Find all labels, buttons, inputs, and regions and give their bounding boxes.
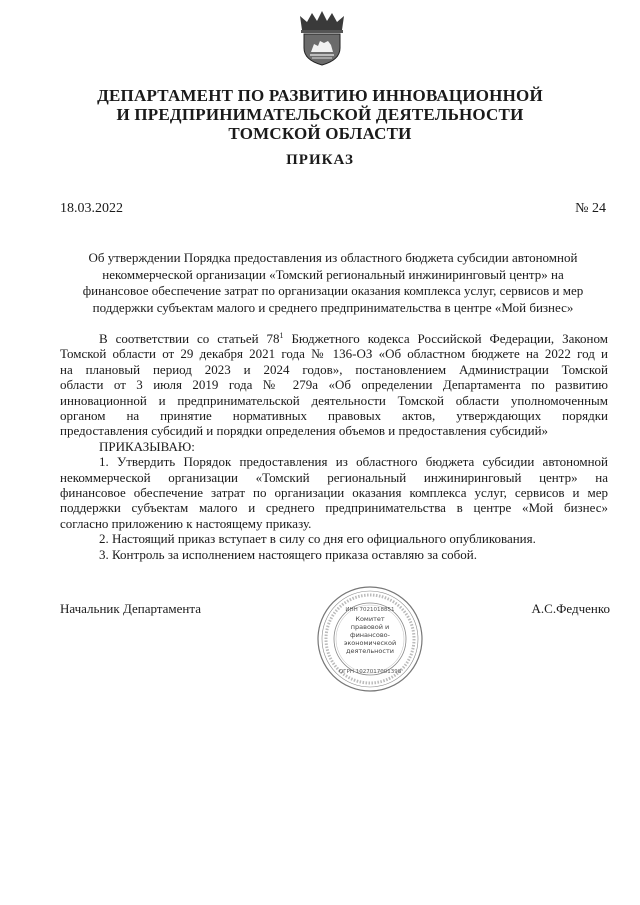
order-subject — [60, 250, 606, 316]
preamble-first-line — [60, 328, 608, 346]
signatory-position: Начальник Департамента — [60, 601, 201, 616]
preamble-paragraph — [60, 328, 608, 439]
tomsk-region-emblem-icon — [298, 10, 346, 66]
item-line: некоммерческой организации «Томский региональный инжиниринговый центр» на — [60, 469, 608, 485]
stamp-center-text — [338, 615, 402, 655]
stamp-line: финансово- — [350, 631, 390, 639]
department-title-line: ДЕПАРТАМЕНТ ПО РАЗВИТИЮ ИННОВАЦИОННОЙ — [97, 86, 543, 105]
document-type: ПРИКАЗ — [286, 152, 354, 168]
subject-line: поддержки субъектам малого и среднего предпринимательства в центре «Мой бизнес» — [92, 299, 574, 315]
order-date: 18.03.2022 — [60, 201, 123, 216]
preamble-line: на плановый период 2023 и 2024 годов», постановлением Администрации Томской — [60, 361, 608, 377]
preamble-line: Томской области от 29 декабря 2021 года № 136-ОЗ «Об областном бюджете на 2022 год и — [60, 346, 608, 362]
preamble-text: В соответствии со статьей 78 — [99, 331, 280, 346]
department-title — [60, 86, 580, 143]
item-line: финансовое обеспечение затрат по организации оказания комплекса услуг, сервисов и мер — [60, 485, 608, 501]
official-stamp — [316, 585, 424, 693]
department-title-line: И ПРЕДПРИНИМАТЕЛЬСКОЙ ДЕЯТЕЛЬНОСТИ — [116, 105, 524, 124]
preamble-line: органом на принятие нормативных правовых актов, утверждающих порядки — [60, 408, 608, 424]
item-line: 1. Утвердить Порядок предоставления из областного бюджета субсидии автономной — [99, 454, 608, 470]
signatory-name: А.С.Федченко — [531, 601, 610, 616]
order-word — [60, 439, 608, 454]
stamp-inn: ИНН 7021018851 — [345, 607, 395, 613]
item-line: поддержки субъектам малого и среднего предпринимательства в центре «Мой бизнес» — [60, 500, 608, 516]
preamble-text: Бюджетного кодекса Российской Федерации, Законом — [283, 331, 608, 346]
stamp-line: деятельности — [346, 647, 394, 655]
stamp-line: правовой и — [350, 623, 390, 631]
stamp-line: экономической — [343, 639, 397, 647]
item-line: 3. Контроль за исполнением настоящего приказа оставляю за собой. — [99, 546, 477, 562]
preamble-line: предоставления субсидий и порядки определения объемов и предоставления субсидий» — [60, 423, 549, 439]
order-body — [60, 328, 608, 562]
item-2-paragraph — [60, 531, 608, 546]
subject-line: некоммерческой организации «Томский региональный инжиниринговый центр» на — [102, 266, 564, 282]
article-superscript: 1 — [279, 331, 284, 340]
stamp-line: Комитет — [355, 615, 385, 623]
subject-line: Об утверждении Порядка предоставления из областного бюджета субсидии автономной — [88, 250, 578, 265]
stamp-ogrn: ОГРН 1027017001398 — [338, 669, 402, 675]
item-line: 2. Настоящий приказ вступает в силу со дня его официального опубликования. — [99, 531, 536, 547]
order-number: № 24 — [575, 201, 606, 216]
order-word-text: ПРИКАЗЫВАЮ: — [99, 438, 195, 454]
preamble-line: инновационной и предпринимательской деятельности Томской области уполномоченным — [60, 392, 608, 408]
department-title-line: ТОМСКОЙ ОБЛАСТИ — [228, 124, 412, 143]
item-line: согласно приложению к настоящему приказу. — [60, 515, 312, 531]
subject-line: финансовое обеспечение затрат по организации оказания комплекса услуг, сервисов и мер — [82, 283, 584, 298]
item-3-paragraph — [60, 547, 608, 562]
preamble-line: области от 3 июля 2019 года № 279а «Об определении Департамента по развитию — [60, 377, 608, 393]
item-1-paragraph — [60, 454, 608, 531]
